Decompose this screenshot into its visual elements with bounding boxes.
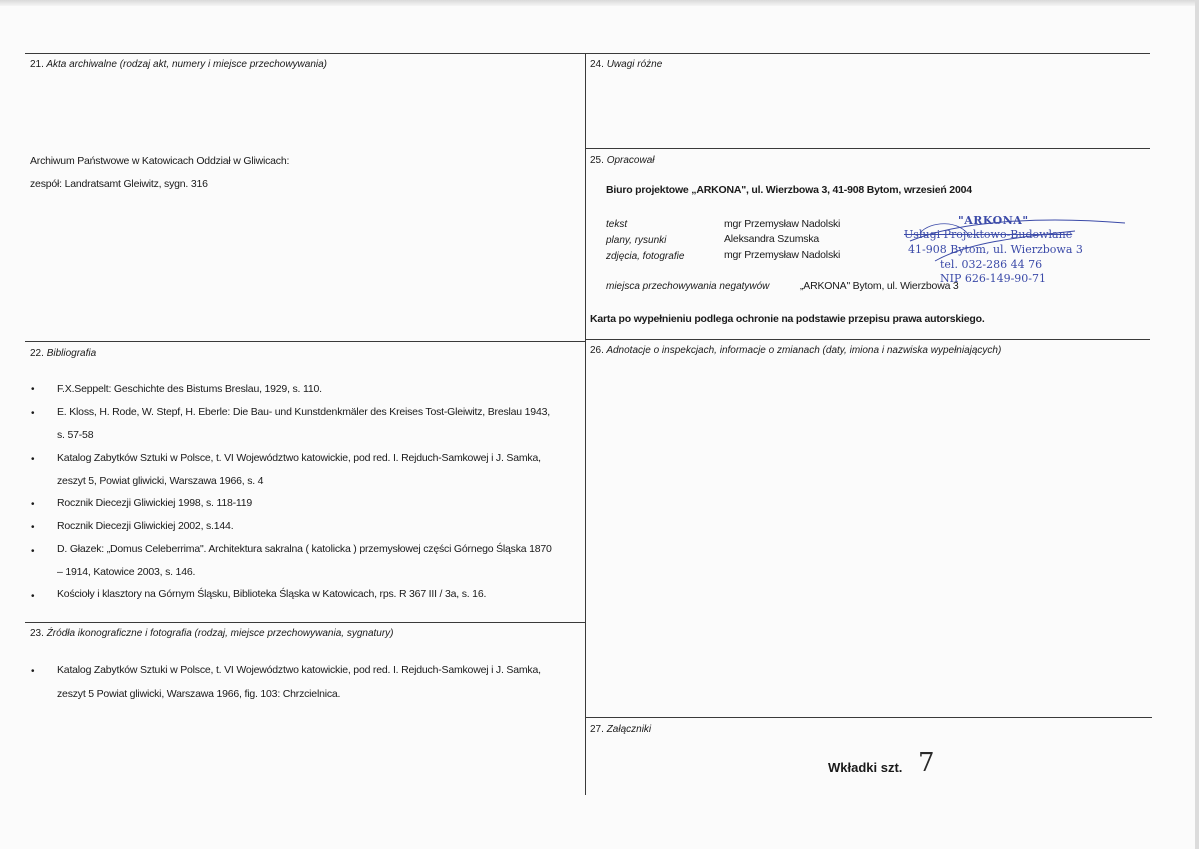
section-27-header: [590, 724, 651, 735]
section-24-title: Uwagi różne: [606, 59, 663, 70]
section-26-header: [590, 345, 1001, 356]
bullet: •: [31, 499, 35, 510]
bullet: •: [31, 454, 35, 465]
role-person: Aleksandra Szumska: [724, 233, 820, 245]
iconography-item-cont: zeszyt 5 Powiat gliwicki, Warszawa 1966, fig. 103: Chrzcielnica.: [57, 688, 341, 700]
section-23-number: 23.: [30, 628, 44, 639]
rule-21-22: [25, 341, 585, 342]
bibliography-item: E. Kloss, H. Rode, W. Stepf, H. Eberle: Die Bau- und Kunstdenkmäler des Kreises Tost-Gleiwitz, Breslau 1943,: [57, 406, 550, 418]
section-27-number: 27.: [590, 724, 604, 735]
inserts-label: Wkładki szt.: [828, 760, 903, 775]
negatives-value: „ARKONA" Bytom, ul. Wierzbowa 3: [800, 280, 959, 292]
archive-name: Archiwum Państwowe w Katowicach Oddział w Gliwicach:: [30, 155, 290, 167]
iconography-item: Katalog Zabytków Sztuki w Polsce, t. VI Województwo katowickie, pod red. I. Rejduch-Samkowej i J. Samka,: [57, 664, 541, 676]
bibliography-item: F.X.Seppelt: Geschichte des Bistums Breslau, 1929, s. 110.: [57, 383, 322, 395]
section-25-title: Opracował: [606, 155, 655, 166]
office-line: Biuro projektowe „ARKONA", ul. Wierzbowa 3, 41-908 Bytom, wrzesień 2004: [606, 184, 972, 196]
bibliography-item-cont: zeszyt 5, Powiat gliwicki, Warszawa 1966, s. 4: [57, 475, 264, 487]
bibliography-item: Kościoły i klasztory na Górnym Śląsku, Biblioteka Śląska w Katowicach, rps. R 367 III / 3a, s. 16.: [57, 588, 487, 600]
scan-edge-right: [1195, 0, 1199, 849]
stamp-phone: tel. 032-286 44 76: [940, 258, 1043, 271]
bibliography-item: Rocznik Diecezji Gliwickiej 2002, s.144.: [57, 520, 234, 532]
rule-top: [25, 53, 1150, 54]
rule-25-26: [585, 339, 1150, 340]
archive-collection: zespół: Landratsamt Gleiwitz, sygn. 316: [30, 178, 208, 190]
section-23-title: Źródła ikonograficzne i fotografia (rodzaj, miejsce przechowywania, sygnatury): [46, 628, 394, 639]
bibliography-item-cont: s. 57-58: [57, 429, 94, 441]
bibliography-item: Katalog Zabytków Sztuki w Polsce, t. VI Województwo katowickie, pod red. I. Rejduch-Samkowej i J. Samka,: [57, 452, 541, 464]
signature-mark: [900, 211, 1130, 291]
negatives-label: miejsca przechowywania negatywów: [606, 281, 770, 292]
stamp-nip: NIP 626-149-90-71: [940, 272, 1047, 285]
section-27-title: Załączniki: [606, 724, 652, 735]
rule-middle-vertical: [585, 53, 586, 795]
section-25-number: 25.: [590, 155, 604, 166]
section-22-header: [30, 348, 96, 359]
section-23-header: [30, 628, 394, 639]
bullet: •: [31, 522, 35, 533]
bibliography-item: D. Głazek: „Domus Celeberrima". Architektura sakralna ( katolicka ) przemysłowej części Górnego Śląska 1870: [57, 543, 552, 555]
section-22-title: Bibliografia: [46, 348, 97, 359]
section-25-header: [590, 155, 655, 166]
section-22-number: 22.: [30, 348, 44, 359]
bibliography-item-cont: – 1914, Katowice 2003, s. 146.: [57, 566, 196, 578]
role-label: zdjęcia, fotografie: [606, 251, 685, 262]
rule-26-27: [585, 717, 1152, 718]
bullet: •: [31, 384, 35, 395]
stamp-services: Usługi Projektowo-Budowlane: [904, 228, 1073, 241]
section-24-header: [590, 59, 662, 70]
rule-22-23: [25, 622, 585, 623]
section-26-title: Adnotacje o inspekcjach, informacje o zmianach (daty, imiona i nazwiska wypełniających): [606, 345, 1002, 356]
bibliography-item: Rocznik Diecezji Gliwickiej 1998, s. 118-119: [57, 497, 253, 509]
section-24-number: 24.: [590, 59, 604, 70]
role-label: plany, rysunki: [606, 235, 667, 246]
role-label: tekst: [606, 219, 628, 230]
inserts-count: 7: [918, 748, 935, 778]
role-person: mgr Przemysław Nadolski: [724, 218, 841, 230]
company-stamp: [900, 211, 1090, 291]
stamp-name: "ARKONA": [958, 214, 1029, 227]
copyright-note: Karta po wypełnieniu podlega ochronie na podstawie przepisu prawa autorskiego.: [590, 313, 985, 325]
role-person: mgr Przemysław Nadolski: [724, 249, 841, 261]
section-26-number: 26.: [590, 345, 604, 356]
rule-24-25: [585, 148, 1150, 149]
bullet: •: [31, 591, 35, 602]
scan-edge-top: [0, 0, 1199, 6]
section-21-header: [30, 59, 327, 70]
section-21-title: Akta archiwalne (rodzaj akt, numery i miejsce przechowywania): [46, 59, 327, 70]
stamp-address: 41-908 Bytom, ul. Wierzbowa 3: [908, 243, 1083, 256]
bullet: •: [31, 666, 35, 677]
section-21-number: 21.: [30, 59, 44, 70]
bullet: •: [31, 408, 35, 419]
bullet: •: [31, 546, 35, 557]
